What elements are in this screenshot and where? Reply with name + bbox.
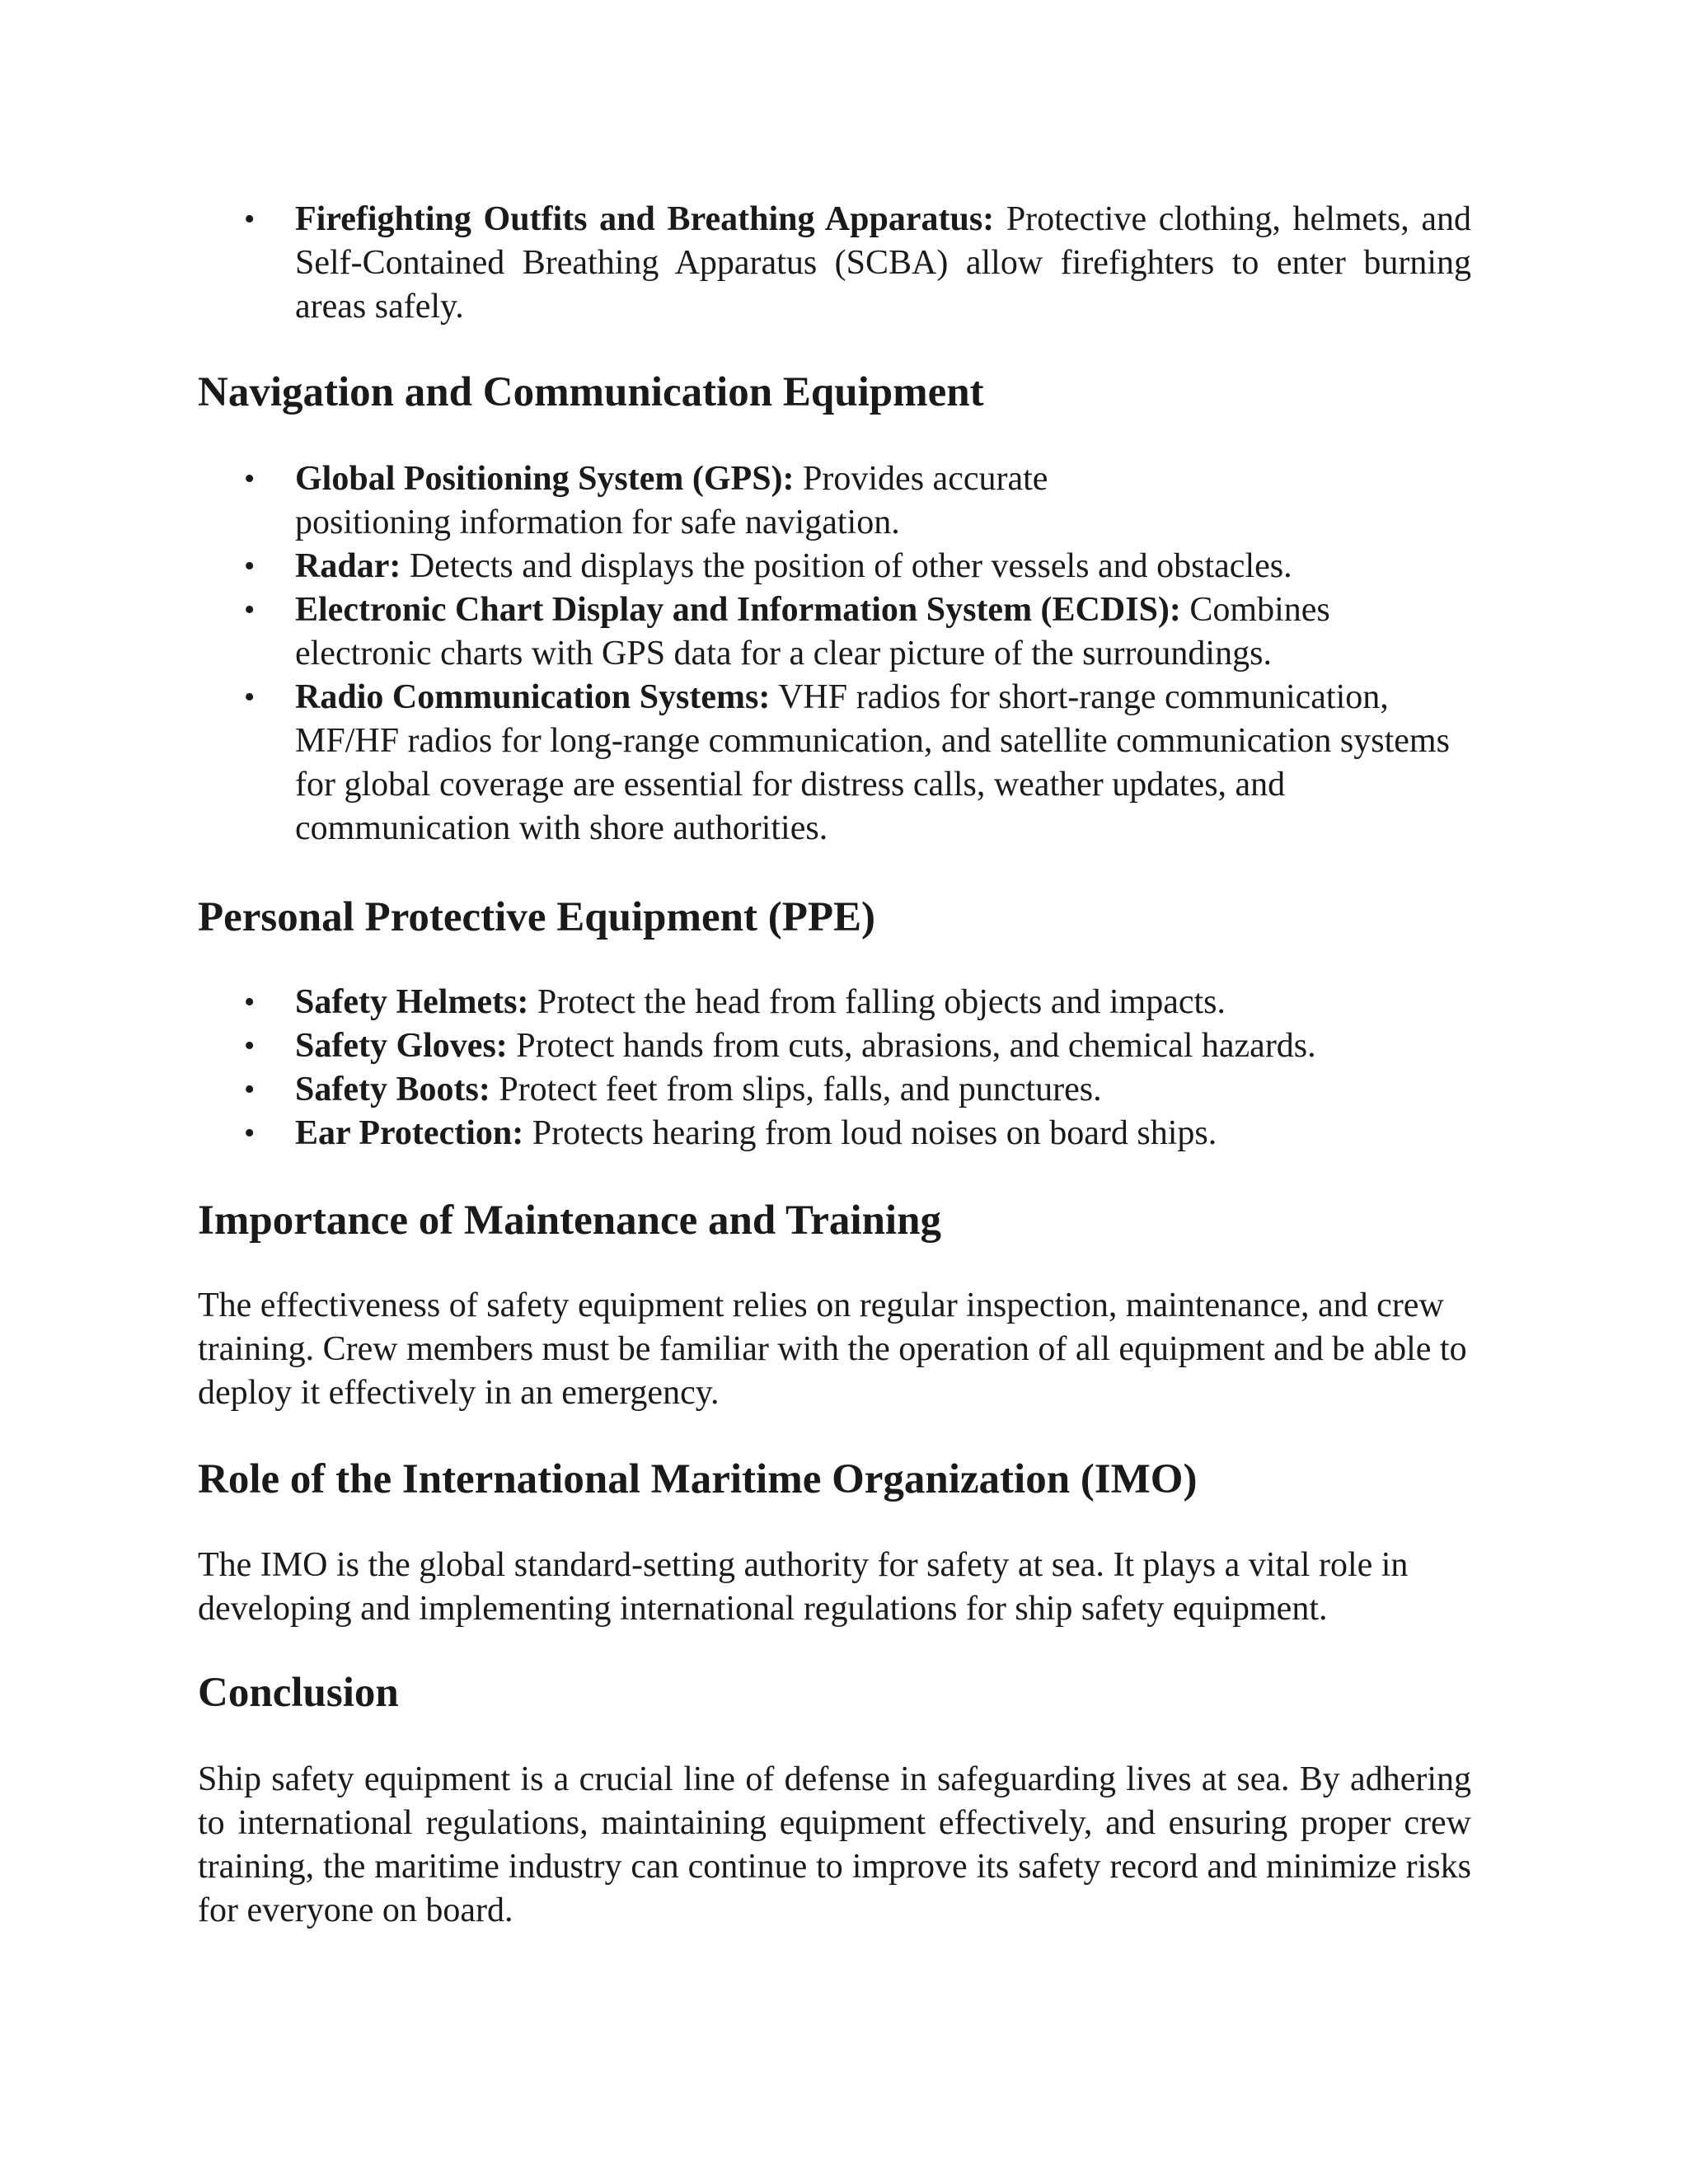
list-item	[198, 1024, 1471, 1068]
item-description: Combines electronic charts with GPS data for a clear picture of the surroundings.	[295, 591, 1330, 673]
item-term: Electronic Chart Display and Information System (ECDIS):	[295, 591, 1181, 629]
ppe-heading: Personal Protective Equipment (PPE)	[198, 894, 876, 940]
item-description: Protects hearing from loud noises on board ships.	[523, 1114, 1217, 1152]
item-description: Protect feet from slips, falls, and punctures.	[490, 1071, 1102, 1108]
list-item	[198, 545, 1471, 588]
navigation-equipment-list	[198, 457, 1471, 851]
item-description: Protect hands from cuts, abrasions, and chemical hazards.	[507, 1027, 1316, 1065]
item-term: Global Positioning System (GPS):	[295, 460, 795, 498]
item-term: Radio Communication Systems:	[295, 678, 771, 716]
list-item	[198, 1112, 1471, 1155]
list-item	[198, 457, 1471, 545]
item-description: Protect the head from falling objects and impacts.	[528, 983, 1226, 1021]
imo-heading: Role of the International Maritime Organization (IMO)	[198, 1456, 1198, 1502]
list-item	[198, 588, 1471, 676]
list-item	[198, 676, 1471, 851]
item-term: Firefighting Outfits and Breathing Apparatus:	[295, 200, 995, 238]
ppe-list	[198, 981, 1471, 1155]
fire-equipment-list	[198, 198, 1471, 329]
item-description: VHF radios for short-range communication, MF/HF radios for long-range communication, and satellite communication systems for global coverage are essential for distress calls, weather updates, and communication with shore authorities.	[295, 678, 1450, 847]
conclusion-paragraph: Ship safety equipment is a crucial line of defense in safeguarding lives at sea. By adhering to international regulations, maintaining equipment effectively, and ensuring proper crew training, the maritime industry can continue to improve its safety record and minimize risks for everyone on board.	[198, 1760, 1471, 1929]
item-term: Safety Helmets:	[295, 983, 529, 1021]
item-description: Protective clothing, helmets, and Self-Contained Breathing Apparatus (SCBA) allow firefighters to enter burning areas safely.	[295, 200, 1471, 326]
maintenance-paragraph: The effectiveness of safety equipment relies on regular inspection, maintenance, and crew training. Crew members must be familiar with the operation of all equipment and be able to deploy it effectively in an emergency.	[198, 1286, 1467, 1412]
list-item	[198, 198, 1471, 329]
item-term: Radar:	[295, 547, 401, 585]
item-term: Safety Gloves:	[295, 1027, 508, 1065]
item-term: Safety Boots:	[295, 1071, 490, 1108]
item-description: Detects and displays the position of other vessels and obstacles.	[401, 547, 1292, 585]
item-description: Provides accurate positioning information for safe navigation.	[295, 460, 1048, 541]
navigation-heading: Navigation and Communication Equipment	[198, 369, 984, 415]
imo-paragraph: The IMO is the global standard-setting authority for safety at sea. It plays a vital role in developing and implementing international regulations for ship safety equipment.	[198, 1546, 1409, 1628]
list-item	[198, 981, 1471, 1024]
item-term: Ear Protection:	[295, 1114, 524, 1152]
maintenance-heading: Importance of Maintenance and Training	[198, 1197, 941, 1244]
conclusion-heading: Conclusion	[198, 1670, 399, 1716]
list-item	[198, 1068, 1471, 1112]
